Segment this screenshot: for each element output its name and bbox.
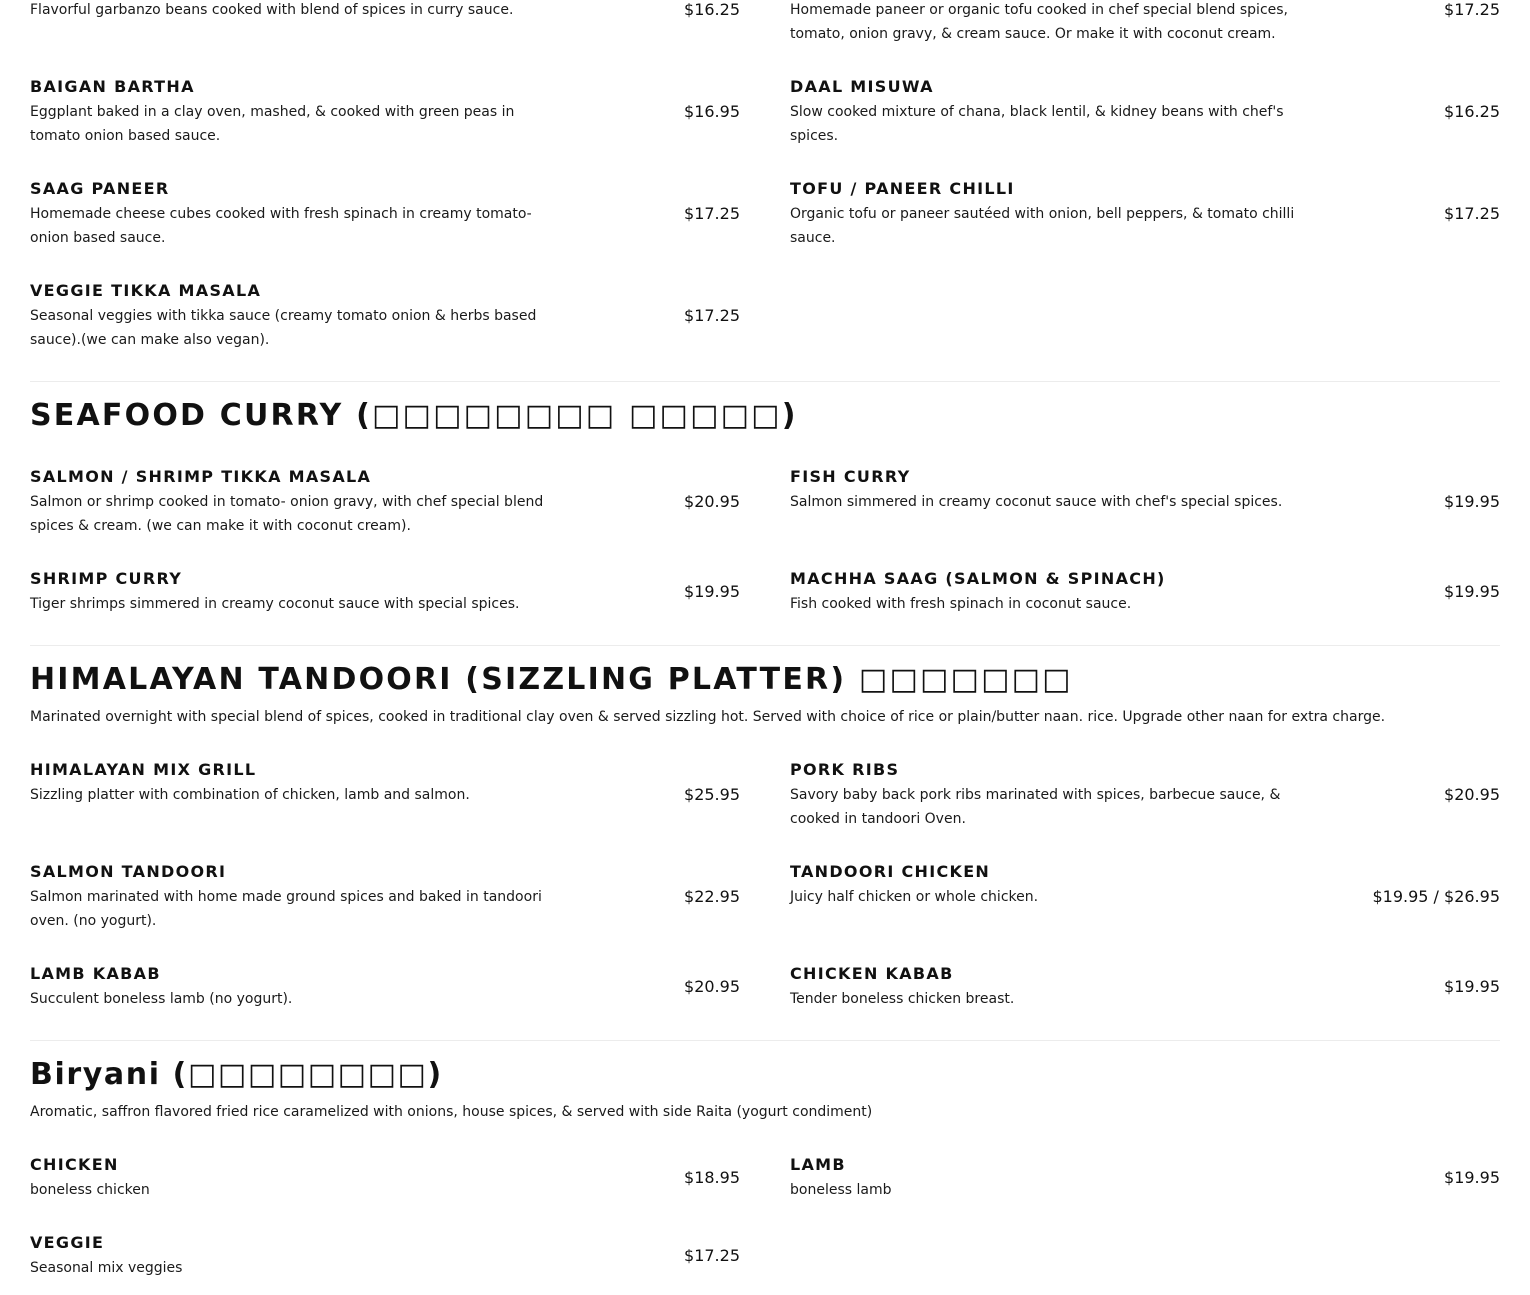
- item-name: HIMALAYAN MIX GRILL: [30, 760, 257, 779]
- item-name: CHICKEN: [30, 1155, 119, 1174]
- item-description: Juicy half chicken or whole chicken.: [790, 889, 1039, 905]
- section-title-seafood: SEAFOOD CURRY (□□□□□□□□ □□□□□): [30, 398, 798, 433]
- item-price: $17.25: [1444, 204, 1500, 223]
- item-description: Seasonal veggies with tikka sauce (creamy tomato onion & herbs based sauce).(we can make also vegan).: [30, 308, 537, 348]
- section-description: Marinated overnight with special blend of spices, cooked in traditional clay oven & served sizzling hot. Served with choice of rice or plain/butter naan. rice. Upgrade other naan for extra charge.: [30, 709, 1386, 725]
- section-divider: [30, 1040, 1500, 1041]
- item-price: $16.25: [684, 0, 740, 19]
- item-price: $19.95 / $26.95: [1372, 887, 1500, 906]
- item-description: Sizzling platter with combination of chicken, lamb and salmon.: [30, 787, 470, 803]
- item-description: Homemade paneer or organic tofu cooked in chef special blend spices, tomato, onion gravy, & cream sauce. Or make it with coconut cream.: [790, 2, 1288, 42]
- item-description: boneless chicken: [30, 1182, 150, 1198]
- item-price: $17.25: [684, 204, 740, 223]
- item-description: Salmon or shrimp cooked in tomato- onion gravy, with chef special blend spices & cream. (we can make it with coconut cream).: [30, 494, 544, 534]
- item-price: $25.95: [684, 785, 740, 804]
- item-name: LAMB: [790, 1155, 846, 1174]
- item-name: MACHHA SAAG (SALMON & SPINACH): [790, 569, 1166, 588]
- item-price: $17.25: [684, 306, 740, 325]
- item-price: $19.95: [1444, 1168, 1500, 1187]
- item-description: Salmon simmered in creamy coconut sauce with chef's special spices.: [790, 494, 1283, 510]
- section-divider: [30, 645, 1500, 646]
- section-description: Aromatic, saffron flavored fried rice caramelized with onions, house spices, & served with side Raita (yogurt condiment): [30, 1104, 873, 1120]
- item-price: $20.95: [684, 977, 740, 996]
- item-description: Tiger shrimps simmered in creamy coconut sauce with special spices.: [30, 596, 520, 612]
- item-price: $20.95: [1444, 785, 1500, 804]
- item-description: Homemade cheese cubes cooked with fresh spinach in creamy tomato-onion based sauce.: [30, 206, 532, 246]
- item-name: VEGGIE: [30, 1233, 105, 1252]
- item-price: $22.95: [684, 887, 740, 906]
- item-name: CHICKEN KABAB: [790, 964, 954, 983]
- item-name: FISH CURRY: [790, 467, 911, 486]
- item-description: Organic tofu or paneer sautéed with onion, bell peppers, & tomato chilli sauce.: [790, 206, 1295, 246]
- item-name: SALMON TANDOORI: [30, 862, 227, 881]
- section-title-biryani: Biryani (□□□□□□□□): [30, 1057, 443, 1092]
- item-name: LAMB KABAB: [30, 964, 161, 983]
- item-price: $17.25: [684, 1246, 740, 1265]
- item-price: $19.95: [684, 582, 740, 601]
- item-description: Eggplant baked in a clay oven, mashed, & cooked with green peas in tomato onion based sauce.: [30, 104, 515, 144]
- item-name: VEGGIE TIKKA MASALA: [30, 281, 262, 300]
- item-price: $19.95: [1444, 582, 1500, 601]
- item-name: DAAL MISUWA: [790, 77, 934, 96]
- item-price: $17.25: [1444, 0, 1500, 19]
- item-description: Fish cooked with fresh spinach in coconut sauce.: [790, 596, 1132, 612]
- item-description: Succulent boneless lamb (no yogurt).: [30, 991, 293, 1007]
- item-description: Tender boneless chicken breast.: [790, 991, 1015, 1007]
- item-name: SAAG PANEER: [30, 179, 170, 198]
- item-price: $16.95: [684, 102, 740, 121]
- section-title-tandoori: HIMALAYAN TANDOORI (SIZZLING PLATTER) □□□□□□□: [30, 662, 1073, 697]
- item-description: boneless lamb: [790, 1182, 892, 1198]
- item-name: TANDOORI CHICKEN: [790, 862, 991, 881]
- item-price: $20.95: [684, 492, 740, 511]
- item-description: Slow cooked mixture of chana, black lentil, & kidney beans with chef's spices.: [790, 104, 1284, 144]
- item-name: PORK RIBS: [790, 760, 900, 779]
- item-name: BAIGAN BARTHA: [30, 77, 195, 96]
- item-name: SALMON / SHRIMP TIKKA MASALA: [30, 467, 372, 486]
- item-description: Flavorful garbanzo beans cooked with blend of spices in curry sauce.: [30, 2, 514, 18]
- item-name: TOFU / PANEER CHILLI: [790, 179, 1015, 198]
- item-name: SHRIMP CURRY: [30, 569, 183, 588]
- item-description: Savory baby back pork ribs marinated with spices, barbecue sauce, & cooked in tandoori Oven.: [790, 787, 1281, 827]
- section-divider: [30, 381, 1500, 382]
- item-price: $19.95: [1444, 492, 1500, 511]
- item-price: $18.95: [684, 1168, 740, 1187]
- item-price: $19.95: [1444, 977, 1500, 996]
- item-description: Seasonal mix veggies: [30, 1260, 183, 1276]
- item-description: Salmon marinated with home made ground spices and baked in tandoori oven. (no yogurt).: [30, 889, 542, 929]
- item-price: $16.25: [1444, 102, 1500, 121]
